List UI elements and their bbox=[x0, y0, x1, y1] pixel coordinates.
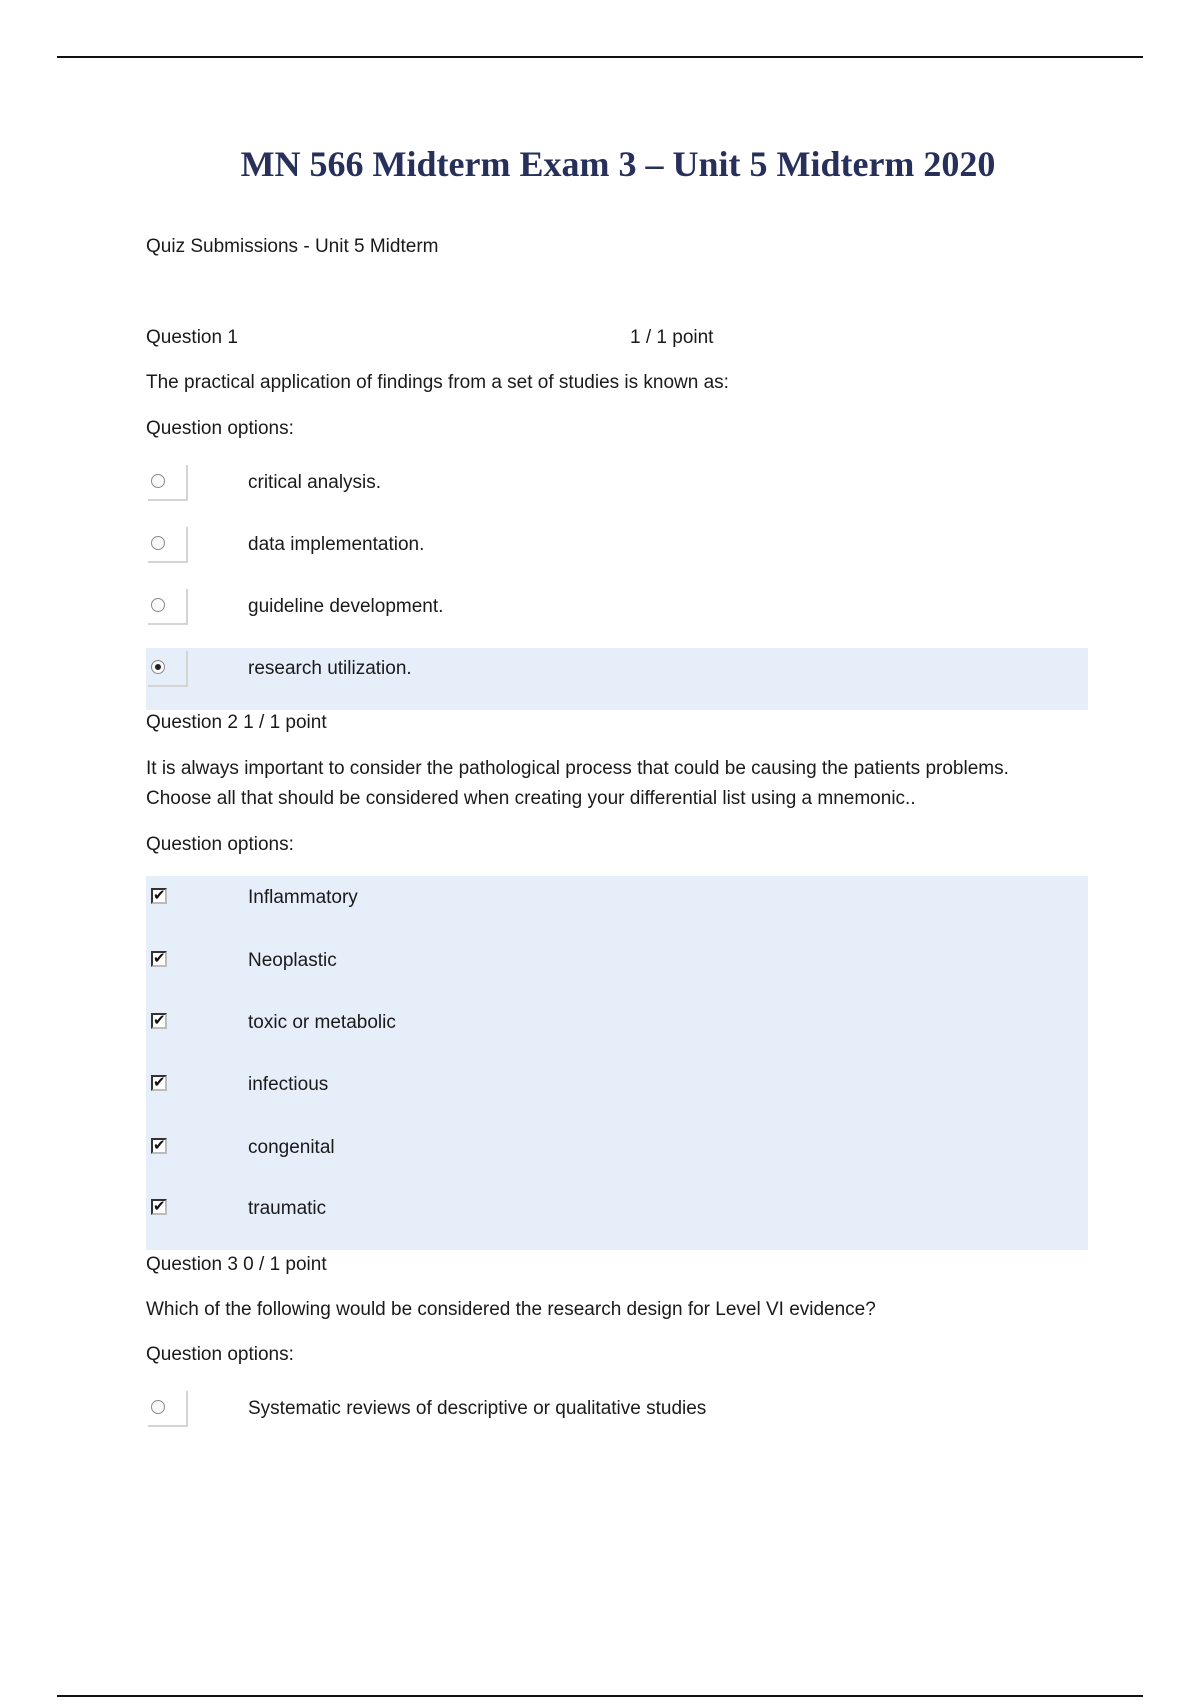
checkbox-checked[interactable]: ✔ bbox=[153, 950, 166, 967]
option-label: Neoplastic bbox=[248, 950, 337, 971]
question-1-text: The practical application of findings from a set of studies is known as: bbox=[146, 372, 729, 393]
option-label: data implementation. bbox=[248, 534, 425, 555]
q1-option[interactable] bbox=[146, 587, 1086, 627]
q3-option[interactable] bbox=[146, 1389, 1086, 1429]
question-3-options-label: Question options: bbox=[146, 1344, 294, 1365]
option-label: traumatic bbox=[248, 1198, 327, 1219]
option-label: guideline development. bbox=[248, 596, 444, 617]
option-label: Systematic reviews of descriptive or qualitative studies bbox=[248, 1398, 707, 1419]
q2-option[interactable] bbox=[146, 878, 1086, 918]
checkbox-checked[interactable]: ✔ bbox=[153, 1074, 166, 1091]
q2-option[interactable] bbox=[146, 1189, 1086, 1229]
q2-option[interactable] bbox=[146, 941, 1086, 981]
checkbox-checked[interactable]: ✔ bbox=[153, 1012, 166, 1029]
option-label: toxic or metabolic bbox=[248, 1012, 396, 1033]
option-label: research utilization. bbox=[248, 658, 412, 679]
quiz-subtitle: Quiz Submissions - Unit 5 Midterm bbox=[146, 236, 439, 257]
page-title: MN 566 Midterm Exam 3 – Unit 5 Midterm 2020 bbox=[240, 144, 996, 184]
q1-option-selected[interactable] bbox=[146, 649, 1086, 689]
option-label: critical analysis. bbox=[248, 472, 382, 493]
question-3-text: Which of the following would be considered the research design for Level VI evidence? bbox=[146, 1299, 876, 1320]
q1-option[interactable] bbox=[146, 463, 1086, 503]
question-2-text-line-2: Choose all that should be considered when creating your differential list using a mnemonic.. bbox=[146, 788, 916, 809]
checkbox-checked[interactable]: ✔ bbox=[153, 1198, 166, 1215]
question-2-options-label: Question options: bbox=[146, 834, 294, 855]
radio-button-selected[interactable] bbox=[151, 660, 165, 674]
radio-button[interactable] bbox=[151, 1400, 165, 1414]
q2-option[interactable] bbox=[146, 1003, 1086, 1043]
q1-option[interactable] bbox=[146, 525, 1086, 565]
question-3-heading: Question 3 0 / 1 point bbox=[146, 1254, 327, 1275]
checkbox-checked[interactable]: ✔ bbox=[153, 887, 166, 904]
question-1-points: 1 / 1 point bbox=[630, 327, 714, 348]
option-label: congenital bbox=[248, 1137, 335, 1158]
radio-button[interactable] bbox=[151, 536, 165, 550]
question-2-text-line-1: It is always important to consider the pathological process that could be causing the patients problems. bbox=[146, 758, 1009, 779]
radio-button[interactable] bbox=[151, 598, 165, 612]
question-1-options-label: Question options: bbox=[146, 418, 294, 439]
question-2-heading: Question 2 1 / 1 point bbox=[146, 712, 327, 733]
radio-button[interactable] bbox=[151, 474, 165, 488]
option-label: infectious bbox=[248, 1074, 329, 1095]
bottom-rule bbox=[57, 1695, 1143, 1697]
option-label: Inflammatory bbox=[248, 887, 358, 908]
question-1-heading: Question 1 bbox=[146, 327, 238, 348]
top-rule bbox=[57, 56, 1143, 58]
checkbox-checked[interactable]: ✔ bbox=[153, 1137, 166, 1154]
q2-option[interactable] bbox=[146, 1065, 1086, 1105]
q2-option[interactable] bbox=[146, 1128, 1086, 1168]
